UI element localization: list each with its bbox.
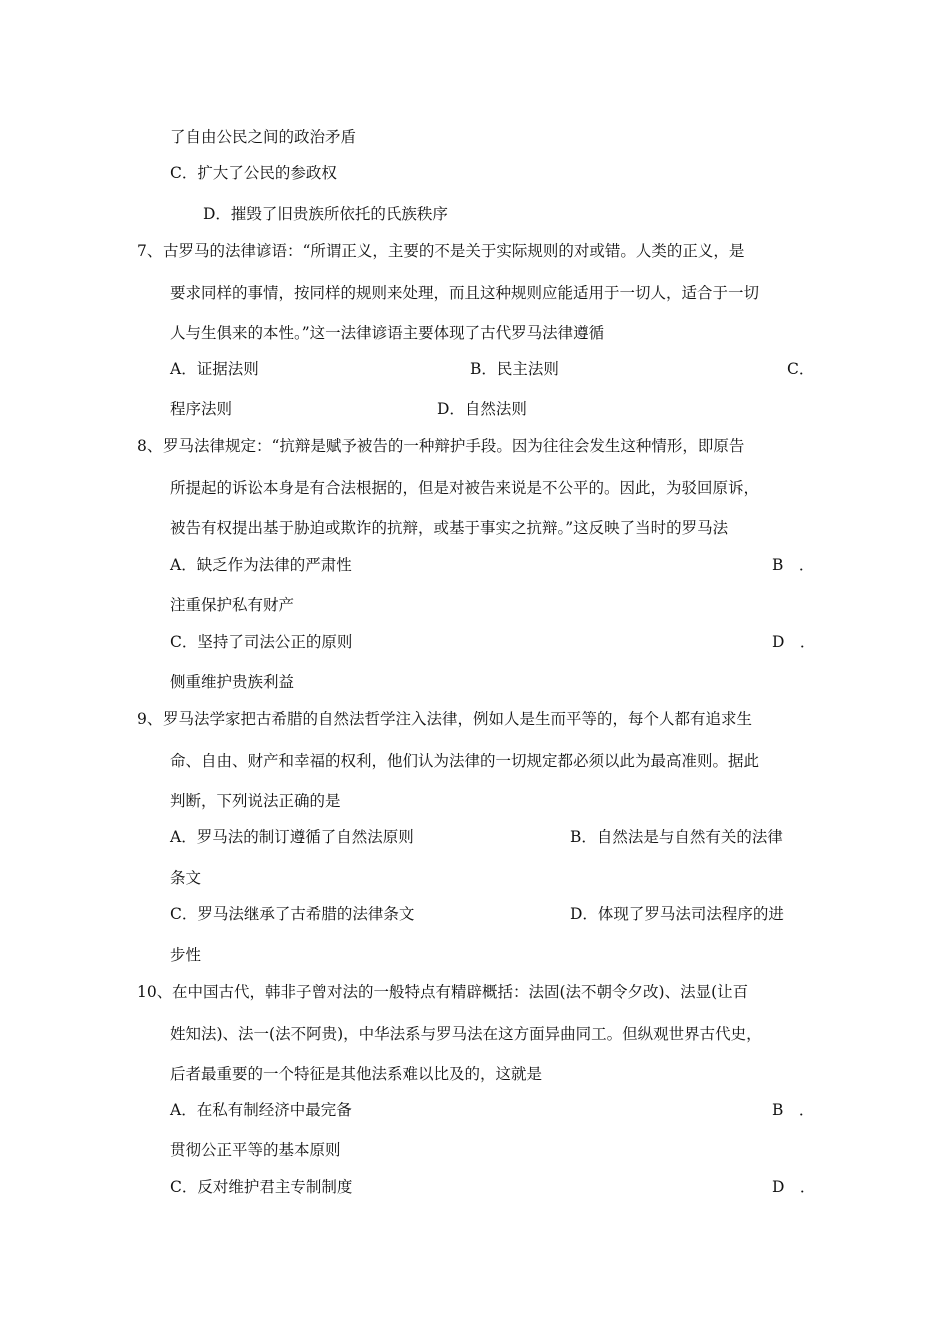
question-10-stem-line-3: 后者最重要的一个特征是其他法系难以比及的，这就是 (170, 1065, 543, 1083)
text-line: 了自由公民之间的政治矛盾 (170, 128, 357, 146)
question-8-stem-line-2: 所提起的诉讼本身是有合法根据的，但是对被告来说是不公平的。因此，为驳回原诉， (170, 479, 760, 497)
option-d: D．摧毁了旧贵族所依托的氏族秩序 (203, 205, 448, 223)
question-8-stem-line-1: 罗马法律规定：“抗辩是赋予被告的一种辩护手段。因为往往会发生这种情形，即原告 (163, 437, 745, 455)
question-10-option-b-text: 贯彻公正平等的基本原则 (170, 1141, 341, 1159)
question-10-option-b-mark: B ． (772, 1101, 815, 1119)
question-10-stem-line-1: 在中国古代，韩非子曾对法的一般特点有精辟概括：法固(法不朝令夕改)、法显(让百 (172, 983, 749, 1001)
question-9-stem-line-2: 命、自由、财产和幸福的权利，他们认为法律的一切规定都必须以此为最高准则。据此 (170, 752, 760, 770)
question-9-option-a: A．罗马法的制订遵循了自然法原则 (170, 828, 414, 846)
question-7-option-b: B．民主法则 (470, 360, 559, 378)
question-9-number: 9、 (137, 710, 163, 728)
question-9-option-b: B．自然法是与自然有关的法律 (570, 828, 783, 846)
question-7-option-c-text: 程序法则 (170, 400, 233, 418)
question-8-option-c: C．坚持了司法公正的原则 (170, 633, 353, 651)
question-7-stem-line-1: 古罗马的法律谚语：“所谓正义，主要的不是关于实际规则的对或错。人类的正义，是 (163, 242, 745, 260)
question-10-number: 10、 (137, 983, 173, 1001)
question-8-number: 8、 (137, 437, 163, 455)
question-9-option-b-continued: 条文 (170, 869, 202, 887)
question-7-option-a: A．证据法则 (170, 360, 259, 378)
question-9-stem-line-3: 判断，下列说法正确的是 (170, 792, 341, 810)
question-9-option-d: D．体现了罗马法司法程序的进 (570, 905, 784, 923)
question-8-option-d-text: 侧重维护贵族利益 (170, 673, 295, 691)
question-7-option-d: D．自然法则 (437, 400, 527, 418)
question-10-option-c: C．反对维护君主专制制度 (170, 1178, 353, 1196)
question-7-number: 7、 (137, 242, 163, 260)
question-8-option-b-mark: B ． (772, 556, 815, 574)
question-8-option-b-text: 注重保护私有财产 (170, 596, 295, 614)
question-7-stem-line-2: 要求同样的事情，按同样的规则来处理，而且这种规则应能适用于一切人，适合于一切 (170, 284, 760, 302)
question-9-option-c: C．罗马法继承了古希腊的法律条文 (170, 905, 415, 923)
question-9-stem-line-1: 罗马法学家把古希腊的自然法哲学注入法律，例如人是生而平等的，每个人都有追求生 (163, 710, 753, 728)
question-10-stem-line-2: 姓知法)、法一(法不阿贵)，中华法系与罗马法在这方面异曲同工。但纵观世界古代史， (170, 1025, 762, 1043)
question-9-option-d-continued: 步性 (170, 946, 202, 964)
question-8-option-d-mark: D ． (772, 633, 816, 651)
option-c: C．扩大了公民的参政权 (170, 164, 337, 182)
question-7-option-c-mark: C． (787, 360, 815, 378)
question-8-option-a: A．缺乏作为法律的严肃性 (170, 556, 352, 574)
question-10-option-a: A．在私有制经济中最完备 (170, 1101, 352, 1119)
question-7-stem-line-3: 人与生俱来的本性。”这一法律谚语主要体现了古代罗马法律遵循 (170, 324, 605, 342)
question-10-option-d-mark: D ． (772, 1178, 816, 1196)
question-8-stem-line-3: 被告有权提出基于胁迫或欺诈的抗辩，或基于事实之抗辩。”这反映了当时的罗马法 (170, 519, 729, 537)
